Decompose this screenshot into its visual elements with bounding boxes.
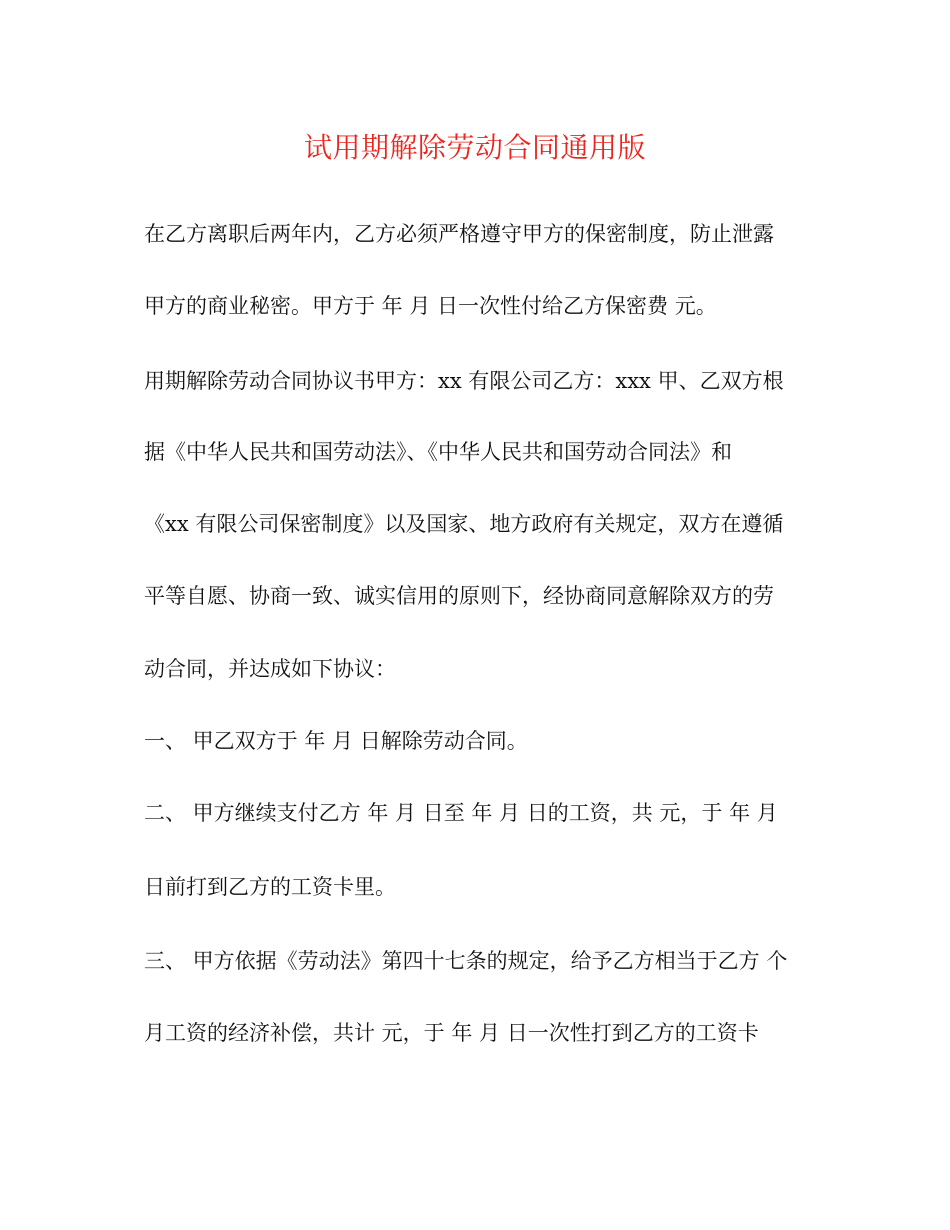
- paragraph-line-1: 在乙方离职后两年内，乙方必须严格遵守甲方的保密制度，防止泄露: [144, 222, 774, 246]
- clause-three-line-1: 三、 甲方依据《劳动法》第四十七条的规定，给予乙方相当于乙方 个: [144, 949, 788, 973]
- paragraph-line-7: 动合同，并达成如下协议：: [144, 657, 396, 681]
- document-title: 试用期解除劳动合同通用版: [303, 131, 646, 164]
- paragraph-line-3: 用期解除劳动合同协议书甲方：xx 有限公司乙方：xxx 甲、乙双方根: [144, 369, 784, 393]
- paragraph-line-5: 《xx 有限公司保密制度》以及国家、地方政府有关规定，双方在遵循: [144, 512, 784, 536]
- paragraph-line-6: 平等自愿、协商一致、诚实信用的原则下，经协商同意解除双方的劳: [144, 584, 774, 608]
- paragraph-line-2: 甲方的商业秘密。甲方于 年 月 日一次性付给乙方保密费 元。: [144, 294, 717, 318]
- clause-three-line-2: 月工资的经济补偿，共计 元，于 年 月 日一次性打到乙方的工资卡: [144, 1021, 759, 1045]
- clause-two-line-2: 日前打到乙方的工资卡里。: [144, 875, 396, 899]
- clause-one-line: 一、 甲乙双方于 年 月 日解除劳动合同。: [144, 729, 528, 753]
- clause-two-line-1: 二、 甲方继续支付乙方 年 月 日至 年 月 日的工资，共 元，于 年 月: [144, 801, 778, 825]
- paragraph-line-4: 据《中华人民共和国劳动法》、《中华人民共和国劳动合同法》和: [144, 440, 732, 464]
